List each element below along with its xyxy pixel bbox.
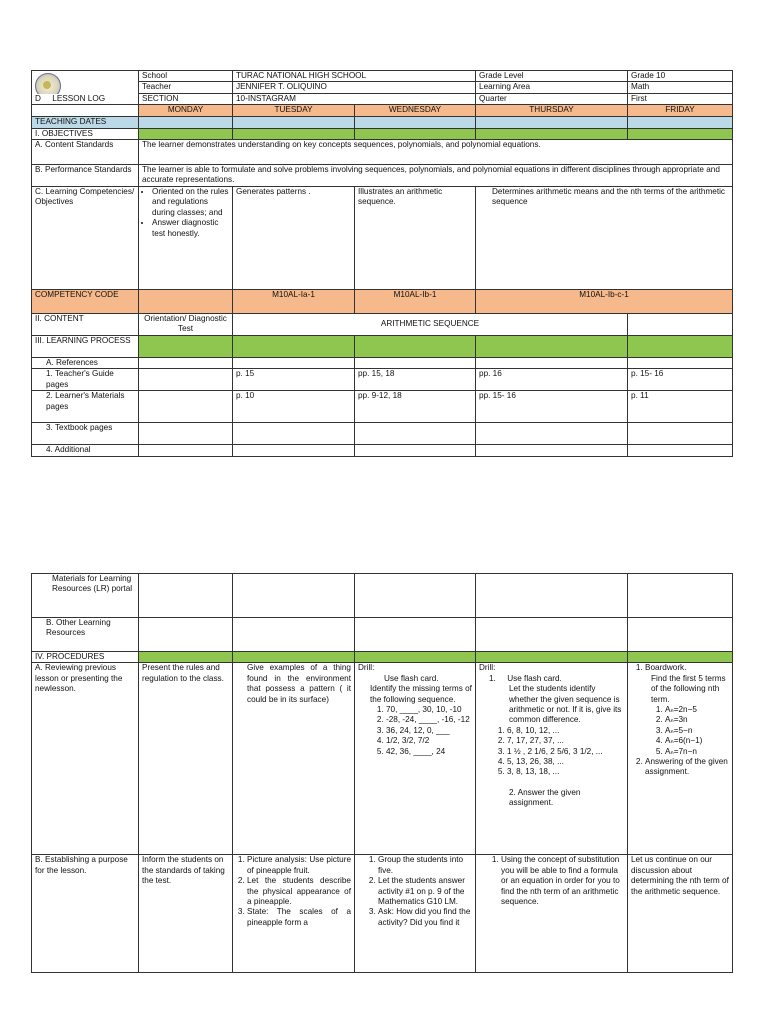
competency-item: • Oriented on the rules and regulations during classes; and bbox=[152, 187, 229, 218]
quarter-label: Quarter bbox=[476, 93, 628, 104]
reviewing-wednesday: Drill: Use flash card. Identify the missing terms of the following sequence. 1. 70, ____, 30, 10, -10 2. -28, -24, ____, -16, -12 3. 36, 24, 12, 0, ___ 4. 1/2, 3/2, 7/2 5. 42, 36, ____, 24 bbox=[355, 663, 476, 855]
school-label: School bbox=[139, 71, 233, 82]
performance-standards-label: B. Performance Standards bbox=[32, 165, 139, 187]
content-standards-label: A. Content Standards bbox=[32, 140, 139, 165]
grade-level-value: Grade 10 bbox=[628, 71, 733, 82]
competencies-thursday: Determines arithmetic means and the nth terms of the arithmetic sequence bbox=[476, 187, 733, 290]
procedures-label: IV. PROCEDURES bbox=[32, 652, 139, 663]
establishing-thursday: 1. Using the concept of substitution you will be able to find a formula or an equation in order for you to find the nth term of an arithmetic sequence. bbox=[476, 855, 628, 973]
learning-area-value: Math bbox=[628, 82, 733, 93]
day-thursday: THURSDAY bbox=[476, 105, 628, 116]
lm-thursday: pp. 15- 16 bbox=[476, 391, 628, 423]
reviewing-monday: Present the rules and regulation to the class. bbox=[139, 663, 233, 855]
tg-wednesday: pp. 15, 18 bbox=[355, 369, 476, 391]
lm-monday bbox=[139, 391, 233, 423]
header-logo-cell bbox=[32, 71, 139, 105]
day-friday: FRIDAY bbox=[628, 105, 733, 116]
learners-materials-label: 2. Learner's Materials pages bbox=[32, 391, 139, 423]
day-monday: MONDAY bbox=[139, 105, 233, 116]
competency-item: • Answer diagnostic test honestly. bbox=[152, 218, 229, 239]
sequence-item: 2. -28, -24, ____, -16, -12 bbox=[386, 715, 472, 725]
tg-tuesday: p. 15 bbox=[233, 369, 355, 391]
nth-term-item: 2. Aₙ=3n bbox=[665, 715, 729, 725]
competencies-wednesday: Illustrates an arithmetic sequence. bbox=[355, 187, 476, 290]
section-label: SECTION bbox=[139, 93, 233, 104]
teacher-label: Teacher bbox=[139, 82, 233, 93]
sequence-item: 5. 42, 36, ____, 24 bbox=[386, 747, 472, 757]
learning-process-label: III. LEARNING PROCESS bbox=[32, 336, 139, 358]
additional-label: 4. Additional bbox=[32, 445, 139, 456]
sequence-item: 3. 36, 24, 12, 0, ___ bbox=[386, 726, 472, 736]
sequence-item: 4. 1/2, 3/2, 7/2 bbox=[386, 736, 472, 746]
day-wednesday: WEDNESDAY bbox=[355, 105, 476, 116]
teachers-guide-label: 1. Teacher's Guide pages bbox=[32, 369, 139, 391]
establishing-monday: Inform the students on the standards of taking the test. bbox=[139, 855, 233, 973]
objectives-label: I. OBJECTIVES bbox=[32, 128, 139, 139]
establishing-friday: Let us continue on our discussion about determining the nth term of the arithmetic sequence. bbox=[628, 855, 733, 973]
competencies-tuesday: Generates patterns . bbox=[233, 187, 355, 290]
sequence-item: 3. 1 ½ , 2 1/6, 2 5/6, 3 1/2, ... bbox=[507, 747, 624, 757]
competencies-monday bbox=[139, 187, 233, 290]
performance-standards-text: The learner is able to formulate and solve problems involving sequences, polynomials, and polynomial equations in different disciplines through appropriate and accurate representations. bbox=[139, 165, 733, 187]
establishing-wednesday: 1. Group the students into five. 2. Let the students answer activity #1 on p. 9 of the Mathematics G10 LM. 3. Ask: How did you find the activity? Did you find it bbox=[355, 855, 476, 973]
sequence-item: 1. 6, 8, 10, 12, ... bbox=[507, 726, 624, 736]
nth-term-item: 4. Aₙ=6(n−1) bbox=[665, 736, 729, 746]
lesson-log-title: D LESSON LOG bbox=[35, 94, 106, 103]
reviewing-tuesday: Give examples of a thing found in the environment that possess a pattern ( it could be in its surface) bbox=[233, 663, 355, 855]
code-thursday: M10AL-Ib-c-1 bbox=[476, 290, 733, 314]
content-label: II. CONTENT bbox=[32, 314, 139, 336]
establishing-label: B. Establishing a purpose for the lesson. bbox=[32, 855, 139, 973]
reviewing-label: A. Reviewing previous lesson or presenting the newlesson. bbox=[32, 663, 139, 855]
tg-thursday: pp. 16 bbox=[476, 369, 628, 391]
teacher-value: JENNIFER T. OLIQUINO bbox=[233, 82, 476, 93]
references-label: A. References bbox=[32, 358, 139, 369]
other-resources-label: B. Other Learning Resources bbox=[32, 618, 139, 652]
sequence-item: 1. 70, ____, 30, 10, -10 bbox=[386, 705, 472, 715]
textbook-label: 3. Textbook pages bbox=[32, 423, 139, 445]
reviewing-thursday: Drill: 1. Use flash card. Let the students identify whether the given sequence is arithmetic or not. If it is, give its common difference. 1. 6, 8, 10, 12, ... 2. 7, 17, 27, 37, ... 3. 1 ½ , 2 1/6, 2 5/6, 3 1/2, ... 4. 5, 13, 26, 38, ... 5. 3, 8, 13, 18, ... 2. Answer the given assignment. bbox=[476, 663, 628, 855]
lm-tuesday: p. 10 bbox=[233, 391, 355, 423]
additional-materials-label: Materials for Learning Resources (LR) portal bbox=[32, 574, 139, 618]
section-value: 10-INSTAGRAM bbox=[233, 93, 476, 104]
quarter-value: First bbox=[628, 93, 733, 104]
reviewing-friday: 1. Boardwork. Find the first 5 terms of the following nth term. 1. Aₙ=2n−5 2. Aₙ=3n 3. Aₙ=5−n 4. Aₙ=6(n−1) 5. Aₙ=7n−n 2. Answering of the given assignment. bbox=[628, 663, 733, 855]
lesson-log-table-page-1 bbox=[31, 70, 733, 457]
grade-level-label: Grade Level bbox=[476, 71, 628, 82]
day-tuesday: TUESDAY bbox=[233, 105, 355, 116]
tg-friday: p. 15- 16 bbox=[628, 369, 733, 391]
school-value: TURAC NATIONAL HIGH SCHOOL bbox=[233, 71, 476, 82]
sequence-item: 5. 3, 8, 13, 18, ... bbox=[507, 767, 624, 777]
sequence-item: 4. 5, 13, 26, 38, ... bbox=[507, 757, 624, 767]
code-wednesday: M10AL-Ib-1 bbox=[355, 290, 476, 314]
establishing-tuesday: 1. Picture analysis: Use picture of pineapple fruit. 2. Let the students describe the physical appearance of a pineapple. 3. State: The scales of a pineapple form a bbox=[233, 855, 355, 973]
learning-area-label: Learning Area bbox=[476, 82, 628, 93]
code-tuesday: M10AL-Ia-1 bbox=[233, 290, 355, 314]
sequence-item: 2. 7, 17, 27, 37, ... bbox=[507, 736, 624, 746]
nth-term-item: 5. Aₙ=7n−n bbox=[665, 747, 729, 757]
content-standards-text: The learner demonstrates understanding on key concepts sequences, polynomials, and polynomial equations. bbox=[139, 140, 733, 165]
nth-term-item: 3. Aₙ=5−n bbox=[665, 726, 729, 736]
tg-monday bbox=[139, 369, 233, 391]
competencies-label: C. Learning Competencies/ Objectives bbox=[32, 187, 139, 290]
lm-friday: p. 11 bbox=[628, 391, 733, 423]
teaching-dates-label: TEACHING DATES bbox=[32, 116, 139, 128]
nth-term-item: 1. Aₙ=2n−5 bbox=[665, 705, 729, 715]
lesson-log-table-page-2 bbox=[31, 573, 733, 973]
competency-code-label: COMPETENCY CODE bbox=[32, 290, 139, 314]
lm-wednesday: pp. 9-12, 18 bbox=[355, 391, 476, 423]
content-arithmetic-sequence: ARITHMETIC SEQUENCE bbox=[233, 314, 628, 336]
content-monday: Orientation/ Diagnostic Test bbox=[139, 314, 233, 336]
